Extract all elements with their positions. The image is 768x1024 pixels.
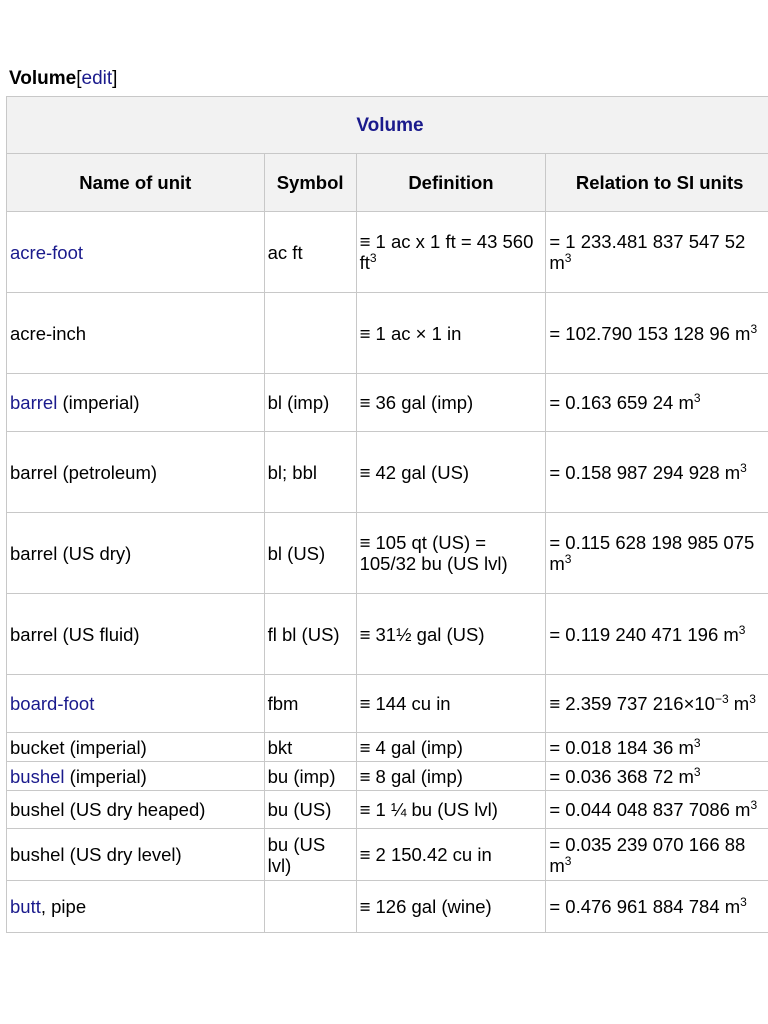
definition-cell — [356, 513, 546, 594]
unit-name-text: barrel (US fluid) — [10, 623, 140, 645]
definition-cell — [356, 594, 546, 675]
unit-name-cell — [7, 733, 265, 762]
definition-cell — [356, 212, 546, 293]
table-row — [7, 513, 768, 594]
definition-cell — [356, 762, 546, 791]
definition-cell — [356, 293, 546, 374]
symbol-cell: bl (imp) — [264, 374, 356, 432]
symbol-cell: bl (US) — [264, 513, 356, 594]
relation-cell — [546, 432, 768, 513]
relation-exponent: 3 — [693, 391, 701, 405]
symbol-cell: fbm — [264, 675, 356, 733]
relation-exponent: 3 — [740, 895, 747, 909]
relation-text: = 0.036 368 72 m — [549, 765, 694, 787]
relation-text: = 0.119 240 471 196 m — [549, 623, 739, 645]
relation-text: = 0.044 048 837 7086 m — [549, 799, 751, 820]
table-row — [7, 675, 768, 733]
table-caption: Volume — [7, 97, 768, 154]
relation-cell — [546, 829, 768, 881]
definition-cell — [356, 675, 546, 733]
table-row — [7, 594, 768, 675]
relation-exponent: 3 — [693, 735, 701, 750]
section-heading — [9, 67, 117, 91]
unit-name-link[interactable]: acre-foot — [10, 241, 84, 263]
symbol-cell: bl; bbl — [264, 432, 356, 513]
table-row — [7, 791, 768, 829]
edit-bracket-close: ] — [112, 68, 118, 89]
definition-text: ≡ 2 150.42 cu in — [359, 844, 492, 865]
relation-cell — [546, 374, 768, 432]
unit-name-cell — [7, 432, 265, 513]
relation-tail: m — [728, 693, 750, 714]
unit-name-cell — [7, 293, 265, 374]
definition-cell — [356, 791, 546, 829]
relation-text: = 0.115 628 198 985 075 m — [549, 532, 755, 574]
unit-name-cell — [7, 212, 265, 293]
relation-cell — [546, 762, 768, 791]
relation-cell — [546, 594, 768, 675]
relation-text: ≡ 2.359 737 216×10 — [549, 693, 715, 714]
relation-exponent: 3 — [749, 692, 756, 706]
definition-text: ≡ 36 gal (imp) — [359, 392, 474, 413]
unit-name-cell — [7, 881, 265, 933]
unit-name-cell — [7, 791, 265, 829]
definition-cell — [356, 374, 546, 432]
relation-power: −3 — [714, 692, 729, 706]
definition-text: ≡ 144 cu in — [359, 693, 451, 714]
relation-text: = 0.163 659 24 m — [549, 392, 694, 413]
unit-name-text: , pipe — [40, 896, 87, 917]
section-title: Volume — [9, 68, 77, 89]
relation-exponent: 3 — [750, 798, 758, 812]
relation-exponent: 3 — [738, 622, 746, 637]
definition-text: ≡ 31½ gal (US) — [359, 623, 485, 645]
relation-cell — [546, 212, 768, 293]
table-row — [7, 374, 768, 432]
relation-text: = 102.790 153 128 96 m — [549, 322, 751, 344]
unit-name-text: bucket (imperial) — [10, 736, 147, 758]
relation-text: = 0.035 239 070 166 88 m — [549, 833, 746, 876]
relation-exponent: 3 — [750, 321, 758, 336]
definition-text: ≡ 105 qt (US) = 105/32 bu (US lvl) — [359, 532, 508, 574]
symbol-cell — [264, 881, 356, 933]
definition-text: ≡ 1 ac x 1 ft = 43 560 ft — [359, 231, 534, 273]
relation-exponent: 3 — [693, 764, 701, 779]
unit-name-text: bushel (US dry heaped) — [10, 799, 206, 820]
unit-name-link[interactable]: barrel — [10, 392, 58, 413]
unit-name-text: barrel (petroleum) — [10, 461, 158, 483]
symbol-cell: ac ft — [264, 212, 356, 293]
definition-text: ≡ 8 gal (imp) — [359, 765, 463, 787]
table-row — [7, 432, 768, 513]
definition-text: ≡ 1 ¼ bu (US lvl) — [359, 799, 498, 820]
symbol-cell: bkt — [264, 733, 356, 762]
table-row — [7, 762, 768, 791]
table-row — [7, 829, 768, 881]
definition-cell — [356, 432, 546, 513]
definition-cell — [356, 829, 546, 881]
unit-name-link[interactable]: bushel — [10, 765, 65, 787]
edit-bracket-open: [ — [76, 68, 82, 89]
relation-cell — [546, 733, 768, 762]
definition-text: ≡ 42 gal (US) — [359, 461, 470, 483]
table-row — [7, 733, 768, 762]
definition-text: ≡ 1 ac × 1 in — [359, 322, 462, 344]
relation-exponent: 3 — [740, 460, 747, 475]
unit-name-cell — [7, 829, 265, 881]
relation-cell — [546, 881, 768, 933]
relation-exponent: 3 — [564, 853, 572, 868]
symbol-cell: bu (US) — [264, 791, 356, 829]
unit-name-text: acre-inch — [10, 322, 87, 344]
relation-exponent: 3 — [564, 552, 572, 566]
unit-name-link[interactable]: board-foot — [10, 693, 95, 714]
relation-cell — [546, 513, 768, 594]
volume-table — [6, 96, 768, 933]
definition-cell — [356, 881, 546, 933]
definition-exponent: 3 — [369, 251, 377, 265]
relation-exponent: 3 — [564, 251, 572, 265]
definition-text: ≡ 4 gal (imp) — [359, 736, 463, 758]
symbol-cell: fl bl (US) — [264, 594, 356, 675]
relation-cell — [546, 675, 768, 733]
edit-link[interactable]: edit — [81, 68, 113, 89]
relation-text: = 0.018 184 36 m — [549, 736, 694, 758]
relation-cell — [546, 293, 768, 374]
unit-name-text: (imperial) — [64, 765, 147, 787]
header-definition: Definition — [356, 154, 546, 212]
definition-cell — [356, 733, 546, 762]
unit-name-cell — [7, 513, 265, 594]
relation-text: = 0.158 987 294 928 m — [549, 461, 741, 483]
symbol-cell: bu (imp) — [264, 762, 356, 791]
table-row — [7, 212, 768, 293]
relation-cell — [546, 791, 768, 829]
header-name: Name of unit — [7, 154, 265, 212]
symbol-cell — [264, 293, 356, 374]
table-row — [7, 293, 768, 374]
header-symbol: Symbol — [264, 154, 356, 212]
unit-name-text: bushel (US dry level) — [10, 844, 182, 865]
unit-name-text: barrel (US dry) — [10, 542, 132, 564]
unit-name-cell — [7, 762, 265, 791]
unit-name-link[interactable]: butt — [10, 896, 41, 917]
header-relation: Relation to SI units — [546, 154, 768, 212]
definition-text: ≡ 126 gal (wine) — [359, 896, 492, 917]
unit-name-cell — [7, 594, 265, 675]
table-row — [7, 881, 768, 933]
relation-text: = 1 233.481 837 547 52 m — [549, 231, 746, 273]
unit-name-cell — [7, 675, 265, 733]
unit-name-text: (imperial) — [57, 392, 140, 413]
symbol-cell: bu (US lvl) — [264, 829, 356, 881]
relation-text: = 0.476 961 884 784 m — [549, 896, 741, 917]
unit-name-cell — [7, 374, 265, 432]
